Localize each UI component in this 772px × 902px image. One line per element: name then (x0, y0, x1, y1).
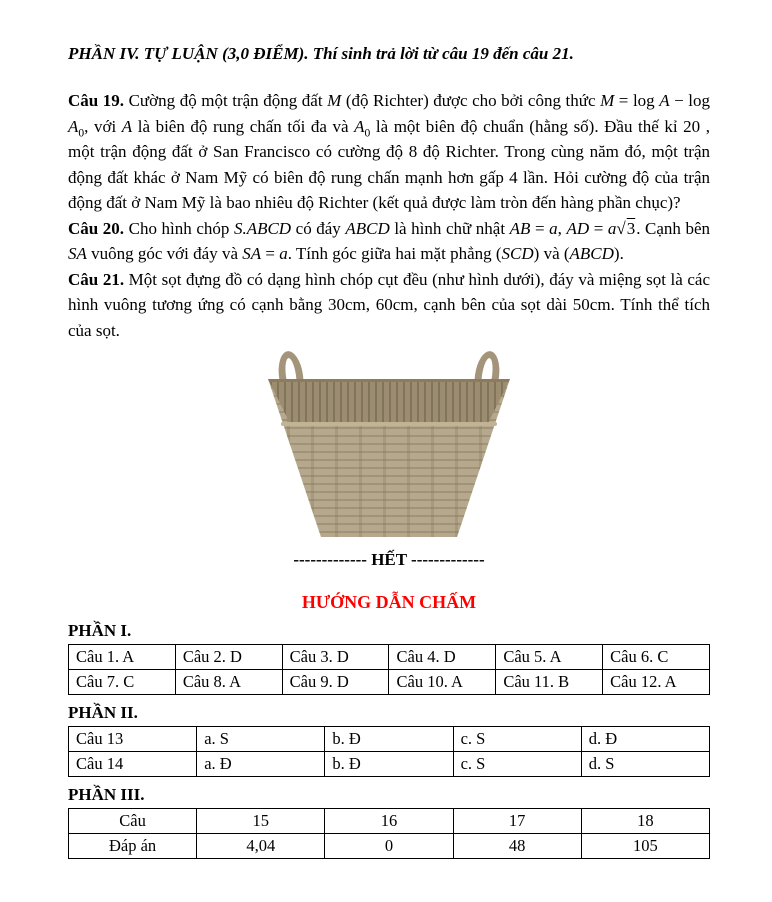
table-row (69, 809, 710, 834)
table-cell: Câu (69, 809, 197, 834)
text-segment: = log (614, 91, 660, 110)
table-row (69, 727, 710, 752)
text-segment: , (557, 218, 567, 238)
text-segment: M (327, 91, 342, 110)
table-cell: Câu 8. A (175, 670, 282, 695)
question-20 (68, 216, 710, 267)
end-divider: ------------- HẾT ------------- (293, 550, 485, 569)
text-segment: Cho hình chóp (124, 218, 234, 238)
question-21 (68, 267, 710, 344)
question-19 (68, 88, 710, 216)
text-segment: A (68, 116, 79, 136)
text-segment: = (589, 218, 608, 238)
table-row (69, 645, 710, 670)
text-segment: có đáy (291, 218, 346, 238)
table-cell: Câu 12. A (603, 670, 710, 695)
text-segment: là hình chữ nhật (389, 218, 510, 238)
table-cell: Đáp án (69, 834, 197, 859)
table-cell: Câu 14 (69, 752, 197, 777)
table-row (69, 670, 710, 695)
answer-table-part2 (68, 726, 710, 777)
table-cell: Câu 1. A (69, 645, 176, 670)
text-segment: Câu 19. (68, 91, 125, 110)
text-segment: AB (509, 218, 531, 238)
text-segment: a (607, 218, 617, 238)
table-cell: Câu 10. A (389, 670, 496, 695)
basket-figure (68, 349, 710, 537)
text-segment: A (121, 116, 133, 136)
table-cell: d. S (581, 752, 709, 777)
text-segment: là một biên độ chuẩn (hằng số). Đầu thế kỉ 20 , một trận động đất ở San Francisco có cường độ 8 độ Richter. Trong cùng năm đó, một trận động đất khác ở Nam Mỹ có biên độ rung chấn mạnh hơn gấp 4 lần. Hỏi cường độ của trận động đất ở Nam Mỹ là bao nhiêu độ Richter (kết quả được làm tròn đến hàng phần chục)? (68, 116, 710, 212)
table-cell: 17 (453, 809, 581, 834)
text-segment: a (279, 244, 288, 263)
table-cell: d. Đ (581, 727, 709, 752)
table-cell: Câu 11. B (496, 670, 603, 695)
table-cell: 0 (325, 834, 453, 859)
text-segment: là biên độ rung chấn tối đa và (132, 116, 355, 136)
answer-table-part1 (68, 644, 710, 695)
section-label-part3: PHẦN III. (68, 785, 145, 804)
text-segment: a (549, 218, 558, 238)
text-segment: , với (84, 116, 122, 136)
basket-front-rim (281, 422, 497, 426)
text-segment: ) và ( (533, 244, 570, 263)
table-cell: Câu 2. D (175, 645, 282, 670)
answer-table-part3 (68, 808, 710, 859)
table-cell: 4,04 (197, 834, 325, 859)
text-segment: Câu 21. (68, 269, 125, 289)
text-segment: (độ Richter) được cho bởi công thức (341, 91, 601, 110)
basket-interior (263, 379, 515, 425)
section-label-part2: PHẦN II. (68, 703, 138, 722)
table-cell: 48 (453, 834, 581, 859)
text-segment: ABCD (345, 218, 390, 238)
text-segment: 0 (78, 125, 85, 139)
text-segment: ). (613, 244, 624, 263)
grading-guide-heading: HƯỚNG DẪN CHẤM (301, 592, 477, 612)
table-cell: c. S (453, 727, 581, 752)
page-title: PHẦN IV. TỰ LUẬN (3,0 ĐIỂM). Thí sinh trả lời từ câu 19 đến câu 21. (68, 44, 574, 63)
table-cell: b. Đ (325, 752, 453, 777)
table-cell: Câu 4. D (389, 645, 496, 670)
text-segment: M (600, 91, 615, 110)
text-segment: A (354, 116, 365, 136)
table-cell: Câu 3. D (282, 645, 389, 670)
table-cell: Câu 5. A (496, 645, 603, 670)
table-cell: 15 (197, 809, 325, 834)
text-segment: Một sọt đựng đồ có dạng hình chóp cụt đều (như hình dưới), đáy và miệng sọt là các hình vuông tương ứng có cạnh bằng 30cm, 60cm, cạnh bên của sọt dài 50cm. Tính thể tích của sọt. (68, 269, 711, 340)
text-segment: . Cạnh bên (636, 218, 711, 238)
basket-image (263, 349, 515, 537)
text-segment: ABCD (569, 244, 614, 263)
text-segment: 0 (364, 125, 371, 139)
text-segment: = (261, 244, 280, 263)
text-segment: . Tính góc giữa hai mặt phẳng ( (287, 244, 502, 263)
text-segment: SA (242, 244, 262, 263)
text-segment: S.ABCD (233, 218, 292, 238)
table-cell: Câu 9. D (282, 670, 389, 695)
table-cell: c. S (453, 752, 581, 777)
table-cell: Câu 7. C (69, 670, 176, 695)
table-cell: a. Đ (197, 752, 325, 777)
table-cell: 105 (581, 834, 709, 859)
table-cell: a. S (197, 727, 325, 752)
table-cell: Câu 6. C (603, 645, 710, 670)
table-cell: Câu 13 (69, 727, 197, 752)
text-segment: SCD (501, 244, 534, 263)
text-segment: − log (669, 91, 711, 110)
table-cell: b. Đ (325, 727, 453, 752)
table-cell: 18 (581, 809, 709, 834)
text-segment: = (530, 218, 550, 238)
text-segment: Câu 20. (68, 218, 125, 238)
text-segment: Cường độ một trận động đất (124, 91, 328, 110)
table-row (69, 752, 710, 777)
sqrt-radical: √3 (616, 218, 636, 238)
section-label-part1: PHẦN I. (68, 621, 132, 640)
text-segment: vuông góc với đáy và (86, 244, 243, 263)
table-cell: 16 (325, 809, 453, 834)
text-segment: SA (68, 244, 87, 263)
table-row (69, 834, 710, 859)
text-segment: AD (566, 218, 590, 238)
text-segment: A (659, 91, 670, 110)
